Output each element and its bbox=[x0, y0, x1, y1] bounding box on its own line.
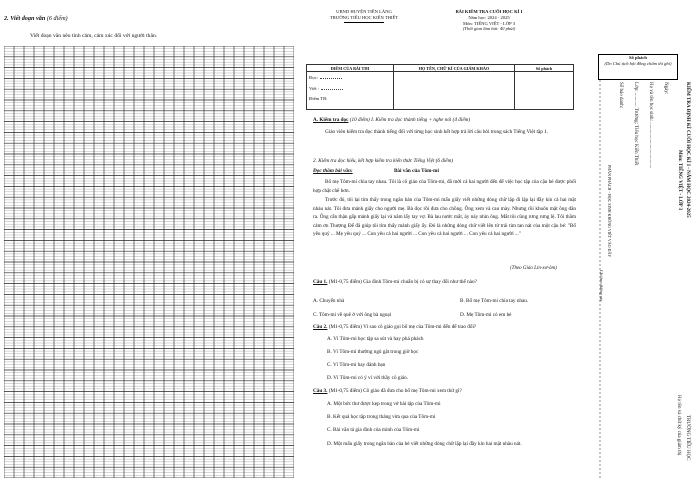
right-field-date[interactable]: Ngày: bbox=[663, 82, 668, 95]
question-1-text: Gia đình Tôm-mi chuẩn bị có sự thay đổi như thế nào? bbox=[363, 279, 477, 285]
question-3-text: Cô giáo đã đưa cho bố mẹ Tôm-mi xem thứ gì? bbox=[363, 388, 462, 394]
right-field-class[interactable]: Lớp: ........... Trường: Tiểu học Kiến Thiết bbox=[633, 82, 638, 166]
story-paragraph-2 bbox=[313, 196, 576, 239]
q1-option-d[interactable]: D. Mẹ Tôm-mi có em bé bbox=[460, 312, 512, 318]
section-b-title: 2. Kiểm tra đọc hiểu, kết hợp kiểm tra kiến thức Tiếng Việt bbox=[313, 158, 435, 164]
section-b-title-points: (6 điểm) bbox=[435, 158, 454, 164]
right-footer: Họ tên và chữ ký của giám thị bbox=[676, 395, 681, 456]
q3-option-b[interactable]: B. Kết quả học tập trong tháng vừa qua của Tôm-mi bbox=[327, 414, 436, 420]
q2-option-a[interactable]: A. Vì Tôm-mi học tập sa sút và hay phá phách bbox=[327, 336, 424, 342]
school-underline bbox=[344, 22, 384, 23]
q2-option-b[interactable]: B. Vì Tôm-mi thường ngủ gật trong giờ học bbox=[327, 349, 419, 355]
writing-heading bbox=[4, 15, 68, 22]
score-table bbox=[306, 64, 574, 110]
section-b-heading bbox=[313, 158, 453, 164]
school-district: UBND HUYỆN TIÊN LÃNG bbox=[336, 9, 392, 14]
q1-option-b[interactable]: B. Bố mẹ Tôm-mi chia tay nhau. bbox=[460, 298, 529, 304]
q3-option-a[interactable]: A. Một bức thư được kẹp trong vở bài tập của Tôm-mi bbox=[327, 401, 441, 407]
exam-title: BÀI KIỂM TRA CUỐI HỌC KÌ I bbox=[455, 9, 523, 14]
score-col-2: HỌ TÊN, CHỮ KÍ CỦA GIÁM KHẢO bbox=[394, 65, 515, 72]
writing-grid[interactable] bbox=[4, 46, 294, 478]
section-a-heading bbox=[313, 117, 470, 123]
q3-option-d[interactable]: D. Một mẩu giấy trong ngăn bàn của bé viết những dòng chữ lặp lại đầy kín hai mặt nhàu nát. bbox=[327, 441, 522, 447]
score-col-3: Số phách bbox=[515, 65, 574, 72]
exam-time: (Thời gian làm bài: 40 phút) bbox=[462, 26, 516, 32]
story-source: (Theo Giáo Lin-xơ-ôm) bbox=[510, 266, 557, 271]
q2-option-d[interactable]: D. Vì Tôm-mi có ý ví với thầy cô giáo. bbox=[327, 375, 409, 381]
section-a-title-points: (4 điểm) bbox=[452, 117, 471, 123]
question-2-label: Câu 2. bbox=[313, 324, 328, 330]
right-trim-line: Cắt theo đường này bbox=[599, 270, 604, 302]
section-a-title: I. Kiểm tra đọc thành tiếng + nghe nói bbox=[371, 117, 452, 123]
section-a-instruction-text: Giáo viên kiểm tra đọc thành tiếng đối với từng học sinh kết hợp trả lời câu hỏi trong sách Tiếng Việt tập 1. bbox=[325, 129, 548, 135]
code-box-note: (Do Chủ tịch hội đồng chấm thi ghi) bbox=[604, 60, 672, 66]
q2-option-c[interactable]: C. Vì Tôm-mi hay đánh bạn bbox=[327, 362, 386, 368]
q1-option-c[interactable]: C. Tôm-mi về quê ở với ông bà ngoại bbox=[313, 312, 392, 318]
right-header-line-1: KIỂM TRA ĐỊNH KÌ CUỐI HỌC KÌ I - NĂM HỌC 2024-2025 bbox=[685, 82, 690, 218]
score-code-cell[interactable] bbox=[515, 72, 574, 110]
right-field-candidate-number[interactable]: Số báo danh: bbox=[618, 82, 623, 109]
code-box bbox=[598, 54, 678, 80]
question-2 bbox=[313, 324, 476, 330]
score-row-tb: Điểm TB: bbox=[309, 95, 328, 101]
story-paragraph-1 bbox=[313, 178, 576, 195]
question-1-points: (M1-0,75 điểm) bbox=[328, 279, 362, 285]
section-a-instruction bbox=[313, 128, 576, 137]
exam-subject: Môn: TIẾNG VIỆT - LỚP 3 bbox=[462, 20, 516, 26]
story-title: Bài văn của Tôm-mi bbox=[393, 168, 439, 174]
school-name: TRƯỜNG TIỂU HỌC KIẾN THIẾT bbox=[329, 14, 399, 20]
exam-year: Năm học: 2024 - 2025 bbox=[468, 14, 510, 20]
read-label: Đọc thầm bài văn: bbox=[313, 168, 353, 174]
right-header-line-2: Môn: TIẾNG VIỆT - LỚP 3 bbox=[677, 150, 682, 211]
exam-header bbox=[438, 9, 540, 32]
cut-dashed-line bbox=[598, 80, 602, 480]
writing-heading-points: (6 điểm) bbox=[46, 15, 68, 22]
score-row-viet: Viết : bbox=[309, 85, 320, 91]
right-cut-line: PHẦN PHÁCH - HỌC SINH KHÔNG VIẾT VÀO ĐÂY bbox=[607, 165, 612, 258]
section-a-points: (10 điểm) bbox=[349, 117, 370, 123]
right-school-name: TRƯỜNG TIỂU HỌC bbox=[685, 415, 690, 461]
story-paragraph-1-text: Bố mẹ Tôm-mi chia tay nhau. Tôi là cô giáo của Tôm-mi, đã mời cả hai người đến để việc học tập của cậu bé được phối hợp chặt chẽ hơn. bbox=[313, 179, 576, 194]
score-row-doc: Đọc: bbox=[309, 75, 318, 80]
examiner-signature-cell[interactable] bbox=[394, 72, 515, 110]
school-header bbox=[318, 9, 410, 23]
question-2-points: (M1-0,75 điểm) bbox=[328, 324, 362, 330]
story-heading bbox=[313, 168, 439, 174]
q1-option-a[interactable]: A. Chuyển nhà bbox=[313, 298, 345, 304]
score-labels-cell bbox=[307, 72, 394, 110]
writing-instruction: Viết đoạn văn nêu tình cảm, cảm xúc đối với người thân. bbox=[30, 33, 158, 39]
q3-option-c[interactable]: C. Bài văn tả gia đình của mình của Tôm-mi bbox=[327, 427, 420, 433]
question-1-label: Câu 1. bbox=[313, 279, 328, 285]
question-3-label: Câu 3. bbox=[313, 388, 328, 394]
score-col-1: ĐIỂM CỦA BÀI THI bbox=[307, 65, 394, 72]
section-a-label: A. Kiểm tra đọc bbox=[313, 117, 349, 123]
writing-heading-text: 2. Viết đoạn văn bbox=[4, 15, 46, 22]
right-field-student-name[interactable]: Họ và tên học sinh: ..................................... bbox=[648, 82, 653, 169]
question-1 bbox=[313, 279, 477, 285]
question-2-text: Vì sao cô giáo gọi bố mẹ của Tôm-mi đến để trao đổi? bbox=[363, 324, 477, 330]
question-3 bbox=[313, 388, 462, 394]
code-box-title: Số phách bbox=[628, 55, 647, 60]
question-3-points: (M1-0,75 điểm) bbox=[328, 388, 362, 394]
story-paragraph-2-text: Trước đó, tôi lại tìm thấy trong ngăn bàn của Tôm-mi mẩu giấy viết những dòng chữ lặp đi lặp lại đầy kín cả hai mặt nhàu nát. Tôi đưa mảnh giấy cho người mẹ. Bà đọc rồi đưa cho chồng. Ông xem và cau mày. Nhưng rồi khuôn mặt ông dãn ra. Ông cẩn thận gấp mảnh giấy lại và nắm lấy tay vợ. Bà lau nước mắt, áy náy nhìn ông. Mắt tôi cũng rưng rưng lệ. Tôi thầm cảm ơn Thượng Đế đã giúp tôi tìm thấy mảnh giấy ấy. Đó là những dòng chữ viết lên từ trái tim tan nát của một cậu bé: "Bố yêu quý ... Mẹ yêu quý ... Con yêu cả hai người ... Con yêu cả hai người ... Con yêu cả hai người ..." bbox=[313, 197, 576, 238]
